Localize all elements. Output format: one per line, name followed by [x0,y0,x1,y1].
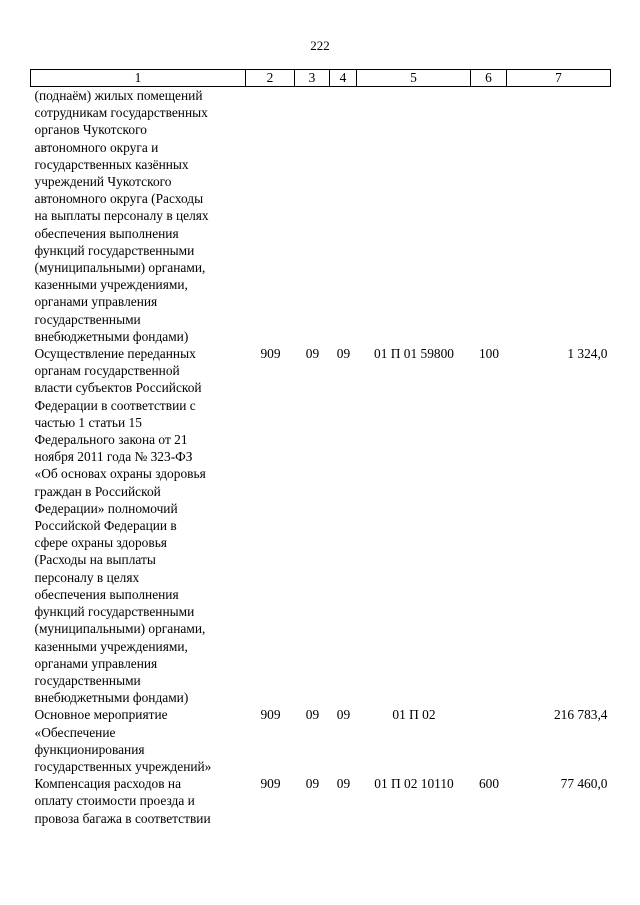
row-amount: 1 324,0 [567,346,608,362]
column-header-7: 7 [507,70,611,87]
page-number: 222 [310,38,330,53]
header-row [31,70,611,87]
row-amount: 77 460,0 [560,776,608,792]
column-header-3: 3 [295,70,330,87]
column-header-4: 4 [330,70,357,87]
row-description: Осуществление переданных органам государственной власти субъектов Российской Федерации в соответствии с частью 1 статьи 15 Федерального закона от 21 ноября 2011 года № 323-ФЗ «Об основах охраны здоровья граждан в Российской Федерации» полномочий Российской Федерации в сфере охраны здоровья (Расходы на выплаты персоналу в целях обеспечения выполнения функций государственными (муниципальными) органами, казенными учреждениями, органами управления государственными внебюджетными фондами) [34,346,206,706]
row-expense-type: 100 [478,346,500,362]
row-ministry-code [246,87,295,346]
row-ministry-code: 909 [260,776,281,792]
row-description: Основное мероприятие «Обеспечение функционирования государственных учреждений» [34,707,212,774]
row-subsection-code: 09 [336,346,351,362]
row-section-code: 09 [305,346,320,362]
row-ministry-code: 909 [260,346,281,362]
table-row [31,706,611,775]
budget-table [30,69,611,827]
row-target-article: 01 П 02 10110 [374,776,454,792]
row-expense-type: 600 [478,776,500,792]
column-header-2: 2 [246,70,295,87]
column-header-1: 1 [31,70,246,87]
row-target-article [357,87,471,346]
table-row [31,345,611,706]
table-row [31,87,611,346]
row-description: Компенсация расходов на оплату стоимости проезда и провоза багажа в соответствии [34,776,211,826]
column-header-5: 5 [357,70,471,87]
row-target-article: 01 П 02 [392,707,436,723]
row-subsection-code: 09 [336,776,351,792]
row-expense-type [471,87,507,346]
row-amount: 216 783,4 [553,707,608,723]
table-row [31,775,611,827]
row-amount [507,87,611,346]
row-subsection-code: 09 [336,707,351,723]
row-section-code [295,87,330,346]
row-subsection-code [330,87,357,346]
table-header [31,70,611,87]
row-ministry-code: 909 [260,707,281,723]
row-section-code: 09 [305,707,320,723]
row-expense-type [471,706,507,775]
row-target-article: 01 П 01 59800 [374,346,454,362]
row-description: (поднаём) жилых помещений сотрудникам государственных органов Чукотского автономного округа и государственных казённых учреждений Чукотского автономного округа (Расходы на выплаты персоналу в целях обеспечения выполнения функций государственными (муниципальными) органами, казенными учреждениями, органами управления государственными внебюджетными фондами) [34,88,209,344]
column-header-6: 6 [471,70,507,87]
row-section-code: 09 [305,776,320,792]
